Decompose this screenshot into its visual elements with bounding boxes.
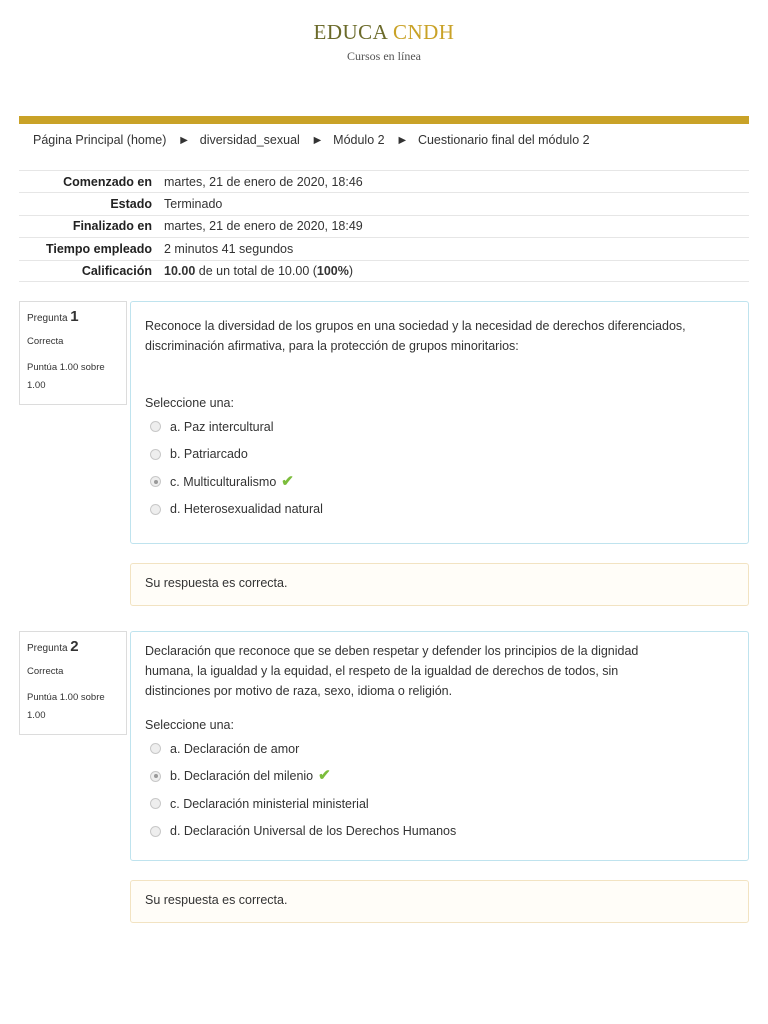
question-status: Correcta	[27, 666, 64, 677]
radio-button[interactable]	[150, 826, 161, 837]
summary-row-finished	[19, 215, 749, 237]
option-label: d. Heterosexualidad natural	[170, 502, 323, 517]
answer-prompt: Seleccione una:	[145, 718, 234, 732]
feedback-box-1	[130, 563, 749, 606]
feedback-box-2	[130, 880, 749, 923]
grade-score: 10.00	[164, 263, 196, 278]
grade-total: de un total de 10.00 (	[195, 263, 317, 278]
breadcrumb	[33, 133, 590, 147]
question-text: Reconoce la diversidad de los grupos en una sociedad y la necesidad de derechos diferenciados, discriminación afirmativa, para la protección de grupos minoritarios:	[145, 319, 686, 353]
site-subtitle: Cursos en línea	[347, 49, 421, 63]
question-status: Correcta	[27, 336, 64, 347]
option-label: b. Declaración del milenio	[170, 769, 314, 784]
grade-percent: 100%	[316, 263, 349, 278]
answer-option[interactable]	[145, 763, 734, 791]
answer-option[interactable]	[145, 468, 734, 496]
radio-button[interactable]	[150, 449, 161, 460]
summary-label: Comenzado en	[63, 174, 152, 189]
breadcrumb-separator-icon: ►	[396, 133, 409, 147]
question-points: Puntúa 1.00 sobre 1.00	[27, 362, 105, 392]
check-icon: ✔	[281, 472, 294, 490]
question-points: Puntúa 1.00 sobre 1.00	[27, 692, 105, 722]
feedback-text: Su respuesta es correcta.	[145, 893, 288, 907]
summary-value: martes, 21 de enero de 2020, 18:49	[164, 219, 363, 234]
answer-prompt: Seleccione una:	[145, 396, 234, 410]
radio-button[interactable]	[150, 504, 161, 515]
summary-label: Tiempo empleado	[45, 241, 152, 256]
radio-button[interactable]	[150, 798, 161, 809]
question-heading	[27, 638, 119, 655]
summary-value: 2 minutos 41 segundos	[164, 241, 294, 256]
answer-option[interactable]	[145, 413, 734, 441]
option-label: c. Declaración ministerial ministerial	[170, 796, 369, 811]
radio-button[interactable]	[150, 743, 161, 754]
feedback-text: Su respuesta es correcta.	[145, 576, 288, 590]
answer-option[interactable]	[145, 818, 734, 846]
radio-button-selected[interactable]	[150, 771, 161, 782]
summary-value: Terminado	[164, 197, 223, 212]
question-info-1	[19, 301, 127, 405]
summary-value	[164, 264, 353, 278]
question-info-2	[19, 631, 127, 735]
summary-label: Estado	[110, 197, 152, 212]
answer-option[interactable]	[145, 441, 734, 469]
summary-row-started	[19, 170, 749, 192]
check-icon: ✔	[318, 767, 331, 785]
breadcrumb-separator-icon: ►	[177, 133, 191, 147]
summary-label: Finalizado en	[72, 219, 152, 234]
summary-label: Calificación	[81, 263, 152, 278]
navbar-divider	[19, 116, 749, 124]
summary-row-grade	[19, 260, 749, 282]
summary-row-time	[19, 237, 749, 259]
breadcrumb-quiz[interactable]: Cuestionario final del módulo 2	[417, 133, 590, 147]
question-text: Declaración que reconoce que se deben respetar y defender los principios de la dignidad humana, la igualdad y la equidad, el respeto de la igualdad de derechos de todos, sin distinciones por motivo de raza, sexo, idioma o religión.	[145, 644, 639, 698]
site-title[interactable]	[0, 20, 768, 45]
question-content-1	[130, 301, 749, 544]
summary-value: martes, 21 de enero de 2020, 18:46	[164, 174, 363, 189]
answer-option[interactable]	[145, 735, 734, 763]
question-label: Pregunta	[27, 313, 68, 324]
breadcrumb-module[interactable]: Módulo 2	[333, 133, 385, 147]
question-heading	[27, 308, 119, 325]
summary-row-state	[19, 192, 749, 214]
question-number: 1	[70, 308, 79, 325]
question-label: Pregunta	[27, 643, 68, 654]
radio-button-selected[interactable]	[150, 476, 161, 487]
question-content-2	[130, 631, 749, 861]
option-label: c. Multiculturalismo	[170, 474, 277, 489]
answer-option[interactable]	[145, 790, 734, 818]
site-title-part2: CNDH	[392, 20, 455, 44]
attempt-summary-table	[19, 170, 749, 282]
grade-end: )	[348, 263, 354, 278]
breadcrumb-home[interactable]: Página Principal (home)	[33, 133, 167, 147]
site-title-part1: EDUCA	[313, 20, 388, 44]
breadcrumb-course[interactable]: diversidad_sexual	[199, 133, 300, 147]
option-label: a. Paz intercultural	[170, 419, 274, 434]
option-label: b. Patriarcado	[170, 447, 248, 462]
answer-option[interactable]	[145, 496, 734, 524]
option-label: d. Declaración Universal de los Derechos Humanos	[170, 824, 457, 839]
site-brand	[0, 20, 768, 64]
question-number: 2	[70, 638, 79, 655]
breadcrumb-separator-icon: ►	[311, 133, 324, 147]
option-label: a. Declaración de amor	[170, 741, 300, 756]
radio-button[interactable]	[150, 421, 161, 432]
